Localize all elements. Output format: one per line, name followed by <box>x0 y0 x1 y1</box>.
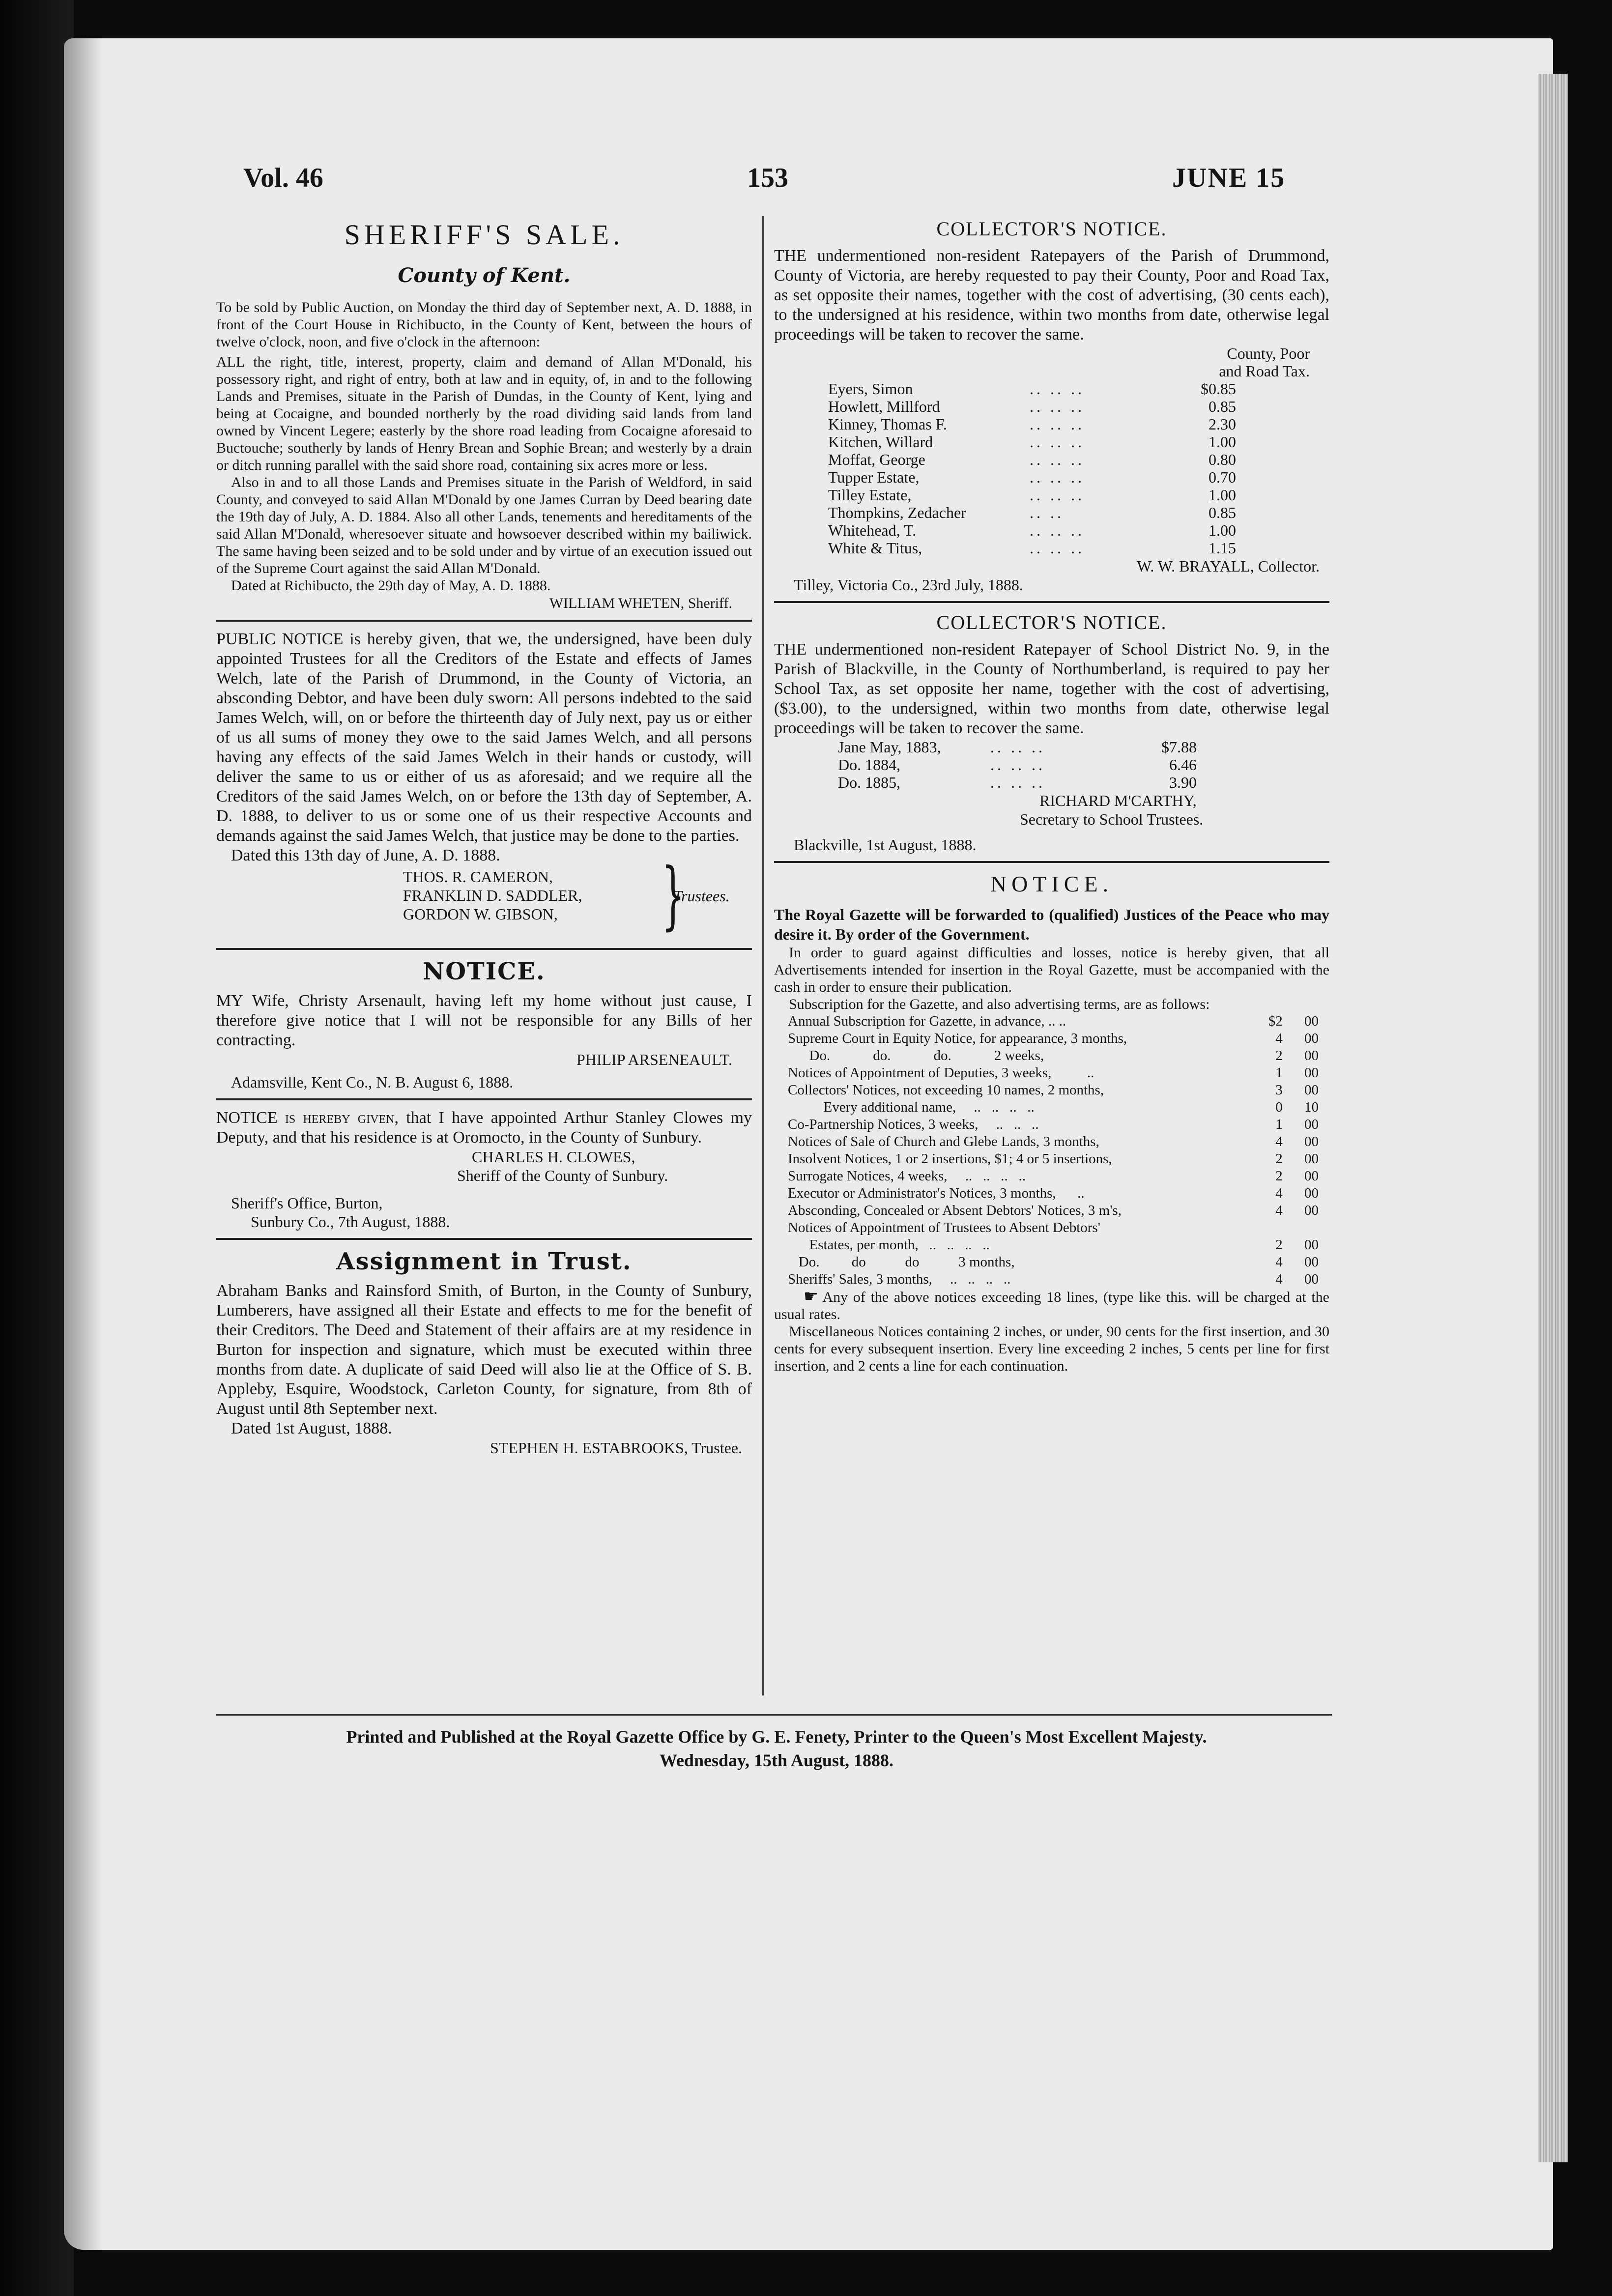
divider-rule <box>216 620 752 622</box>
divider-rule <box>774 861 1329 863</box>
table-row <box>788 1082 1319 1099</box>
table-row <box>828 415 1236 433</box>
gazette-terms-intro: Subscription for the Gazette, and also advertising terms, are as follows: <box>789 996 1210 1012</box>
table-row <box>828 398 1236 415</box>
wife-notice <box>216 958 752 1091</box>
ratepayer-name: Whitehead, T. <box>828 521 917 539</box>
page-number: 153 <box>747 163 788 193</box>
wife-notice-body: MY Wife, Christy Arsenault, having left my home without just cause, I therefore give notice that I will not be responsible for any Bills of her contracting. <box>216 992 752 1049</box>
rate-dollars: 3 <box>1275 1082 1283 1098</box>
trustee-names <box>403 867 582 923</box>
rate-cents: 00 <box>1304 1048 1319 1063</box>
table-row <box>788 1116 1319 1133</box>
table-row <box>788 1030 1319 1047</box>
rate-label: Sheriffs' Sales, 3 months, .. .. .. .. <box>788 1271 1011 1287</box>
rate-label: Every additional name, .. .. .. .. <box>788 1099 1035 1115</box>
sale-dated: Dated at Richibucto, the 29th day of May, A. D. 1888. <box>231 577 551 594</box>
collector-notice-title: COLLECTOR'S NOTICE. <box>936 218 1167 240</box>
table-row <box>838 756 1197 774</box>
rate-cents: 00 <box>1304 1237 1319 1253</box>
rate-label: Absconding, Concealed or Absent Debtors' Notices, 3 m's, <box>788 1203 1122 1218</box>
rate-dollars <box>1248 1219 1283 1236</box>
table-row <box>788 1047 1319 1064</box>
rate-label: Collectors' Notices, not exceeding 10 names, 2 months, <box>788 1082 1104 1098</box>
leader-dots: .. .. .. <box>1030 380 1085 398</box>
assignment-heading: Assignment in Trust. <box>336 1248 632 1275</box>
rate-dollars: 4 <box>1275 1271 1283 1287</box>
leader-dots: .. .. .. <box>990 774 1045 791</box>
gazette-justices-note: The Royal Gazette will be forwarded to (qualified) Justices of the Peace who may desire it. By order of the Government. <box>774 906 1329 943</box>
rate-dollars: 2 <box>1275 1048 1283 1063</box>
rate-dollars: 4 <box>1275 1134 1283 1149</box>
brayall-signature: W. W. BRAYALL, Collector. <box>1137 557 1320 575</box>
rate-dollars: 0 <box>1275 1099 1283 1115</box>
table-row <box>788 1133 1319 1150</box>
trustee-name: THOS. R. CAMERON, <box>403 868 553 886</box>
blackville-place: Blackville, 1st August, 1888. <box>794 836 977 854</box>
assignment-body: Abraham Banks and Rainsford Smith, of Burton, in the County of Sunbury, Lumberers, have assigned all their Estate and effects to me for the benefit of their Creditors. The Deed and Statement of their affairs are at my residence in Burton for inspection and signature, which must be executed within three months from date. A duplicate of said Deed will also lie at the Office of S. B. Appleby, Esquire, Woodstock, Carleton County, for signature, from 8th of August until 8th September next. <box>216 1282 752 1418</box>
divider-rule <box>216 1098 752 1100</box>
footer-rule <box>216 1714 1332 1716</box>
rate-cents: 00 <box>1304 1013 1319 1029</box>
leader-dots: .. .. .. <box>1030 415 1085 433</box>
rate-label: Notices of Appointment of Trustees to Absent Debtors' <box>788 1220 1100 1235</box>
rate-dollars: 1 <box>1275 1065 1283 1081</box>
tax-amount: 0.85 <box>1209 504 1236 521</box>
notice-lead: NOTICE <box>216 1109 278 1127</box>
volume-number: Vol. 46 <box>243 163 323 193</box>
tax-amount: 1.00 <box>1209 521 1236 539</box>
table-row <box>788 1236 1319 1254</box>
leader-dots: .. .. .. <box>1030 486 1085 504</box>
county-heading: County of Kent. <box>398 264 571 287</box>
leader-dots: .. .. <box>1030 504 1064 521</box>
table-row <box>828 539 1236 557</box>
arseneault-signature: PHILIP ARSENEAULT. <box>576 1051 732 1068</box>
gazette-cash-note: In order to guard against difficulties and losses, notice is hereby given, that all Advertisements intended for insertion in the Royal Gazette, must be accompanied with the cash in order to ensure their publication. <box>774 945 1329 995</box>
mccarthy-title: Secretary to School Trustees. <box>1020 810 1204 828</box>
assignment-dated: Dated 1st August, 1888. <box>231 1419 392 1437</box>
tax-amount: 0.80 <box>1209 451 1236 468</box>
ratepayer-name: Tilley Estate, <box>828 486 912 504</box>
table-row <box>788 1064 1319 1082</box>
rate-label: Do. do. do. 2 weeks, <box>788 1048 1044 1063</box>
pointing-hand-icon: ☛ <box>804 1288 819 1306</box>
deputy-notice-text: that I have appointed Arthur Stanley Clowes my Deputy, and that his residence is at Oromocto, in the County of Sunbury. <box>216 1109 752 1147</box>
rate-label: Notices of Appointment of Deputies, 3 weeks, .. <box>788 1065 1094 1081</box>
table-row <box>788 1013 1319 1030</box>
collector-notice-body: THE undermentioned non-resident Ratepayers of the Parish of Drummond, County of Victoria, are hereby requested to pay their County, Poor and Road Tax, as set opposite their names, together with the cost of advertising, (30 cents each), to the undersigned at his residence, within two months from date, otherwise legal proceedings will be taken to recover the same. <box>774 247 1329 344</box>
sheriff-sale-title: SHERIFF'S SALE. <box>344 219 624 251</box>
rate-dollars: $2 <box>1268 1013 1283 1029</box>
sale-paragraph-2: Also in and to all those Lands and Premises situate in the Parish of Weldford, in said County, and conveyed to said Allan M'Donald by one James Curran by Deed bearing date the 19th day of July, A. D. 1884. Also all other Lands, tenements and hereditaments of the said Allan M'Donald, wheresoever situate and howsoever described within my bailiwick. The same having been seized and to be sold under and by virtue of an execution issued out of the Supreme Court against the said Allan M'Donald. <box>216 474 752 576</box>
notice-heading: NOTICE. <box>990 871 1114 896</box>
table-row <box>788 1254 1319 1271</box>
public-notice-body: PUBLIC NOTICE is hereby given, that we, the undersigned, have been duly appointed Trustees for all the Creditors of the Estate and effects of James Welch, late of the Parish of Drummond, in the County of Victoria, an absconding Debtor, and have been duly sworn: All persons indebted to the said James Welch, will, on or before the thirteenth day of July next, pay us or either of us all sums of money they owe to the said James Welch, and all persons having any effects of the said James Welch in their hands or custody, will deliver the same to us or either of us as aforesaid; and we require all the Creditors of the said James Welch, on or before the 13th day of September, A. D. 1888, to deliver to us or some one of us their respective Accounts and demands against the said James Welch, that justice may be done to the parties. <box>216 630 752 845</box>
sheriff-office: Sheriff's Office, Burton, <box>231 1194 383 1212</box>
notice-lead-smallcaps: is hereby given, <box>285 1109 399 1127</box>
rate-dollars: 2 <box>1275 1151 1283 1167</box>
tax-year: Do. 1884, <box>838 756 901 774</box>
table-row <box>828 451 1236 468</box>
tax-amount: 6.46 <box>1169 756 1197 774</box>
school-tax-table <box>838 738 1197 791</box>
rate-cents: 00 <box>1304 1082 1319 1098</box>
assignment-notice <box>216 1248 752 1457</box>
hand-note <box>774 1288 1329 1323</box>
table-row <box>828 521 1236 539</box>
leader-dots: .. .. .. <box>1030 433 1085 451</box>
deputy-notice-body <box>216 1108 752 1148</box>
leader-dots: .. .. .. <box>1030 521 1085 539</box>
sheriff-signature: WILLIAM WHETEN, Sheriff. <box>549 595 732 611</box>
estabrooks-signature: STEPHEN H. ESTABROOKS, Trustee. <box>489 1439 742 1457</box>
left-column <box>216 216 752 1457</box>
rate-cents: 00 <box>1304 1185 1319 1201</box>
tax-amount: 2.30 <box>1209 415 1236 433</box>
tax-amount: $7.88 <box>1161 738 1197 756</box>
table-row <box>828 504 1236 521</box>
table-row <box>788 1099 1319 1116</box>
rate-label: Co-Partnership Notices, 3 weeks, .. .. .. <box>788 1117 1039 1132</box>
rate-label: Notices of Sale of Church and Glebe Lands, 3 months, <box>788 1134 1099 1149</box>
rate-dollars: 4 <box>1275 1254 1283 1270</box>
table-row <box>788 1271 1319 1288</box>
ratepayer-name: Moffat, George <box>828 451 925 468</box>
leader-dots: .. .. .. <box>1030 539 1085 557</box>
gazette-notice <box>774 871 1329 1375</box>
table-row <box>788 1150 1319 1168</box>
table-row <box>828 468 1236 486</box>
table-row <box>838 738 1197 756</box>
rate-dollars: 2 <box>1275 1237 1283 1253</box>
collector-notice-blackville <box>774 611 1329 854</box>
tax-amount: $0.85 <box>1201 380 1236 398</box>
leader-dots: .. .. .. <box>1030 398 1085 415</box>
rate-cents <box>1283 1219 1319 1236</box>
rate-cents: 00 <box>1304 1117 1319 1132</box>
rate-cents: 00 <box>1304 1203 1319 1218</box>
sale-intro: To be sold by Public Auction, on Monday the third day of September next, A. D. 1888, in front of the Court House in Richibucto, in the County of Kent, between the hours of twelve o'clock, noon, and five o'clock in the afternoon: <box>216 299 752 350</box>
hand-note-text: Any of the above notices exceeding 18 lines, (type like this. will be charged at the usual rates. <box>774 1289 1329 1322</box>
sheriff-office-date: Sunbury Co., 7th August, 1888. <box>251 1213 450 1231</box>
table-row <box>788 1168 1319 1185</box>
leader-dots: .. .. .. <box>990 756 1045 774</box>
tax-column-header: and Road Tax. <box>1219 362 1310 380</box>
ratepayer-name: Tupper Estate, <box>828 468 920 486</box>
rate-cents: 10 <box>1304 1099 1319 1115</box>
tax-amount: 3.90 <box>1169 774 1197 791</box>
tax-amount: 1.00 <box>1209 486 1236 504</box>
clowes-title: Sheriff of the County of Sunbury. <box>457 1167 668 1184</box>
scan-background-left <box>0 0 74 2296</box>
ratepayer-name: Kitchen, Willard <box>828 433 933 451</box>
misc-notices-terms: Miscellaneous Notices containing 2 inches, or under, 90 cents for the first insertion, and 30 cents for every subsequent insertion. Every line exceeding 2 inches, 5 cents per line for first insertion, and 2 cents a line for each continuation. <box>774 1323 1329 1374</box>
ratepayer-name: Thompkins, Zedacher <box>828 504 966 521</box>
imprint-line: Printed and Published at the Royal Gazette Office by G. E. Fenety, Printer to the Queen's Most Excellent Majesty. <box>346 1727 1207 1747</box>
sale-paragraph-1: ALL the right, title, interest, property, claim and demand of Allan M'Donald, his possessory right, and right of entry, both at law and in equity, of, in and to the following Lands and Premises, situate in the Parish of Dundas, in the County of Kent, lying and being at Cocaigne, and bounded northerly by the road dividing said lands from land owned by Vincent Legere; easterly by the shore road leading from Cocaigne aforesaid to Buctouche; southerly by lands of Henry Brean and Sophie Brean; and westerly by a drain or ditch running parallel with the said shore road, containing six acres more or less. <box>216 354 752 473</box>
rate-label: Executor or Administrator's Notices, 3 months, .. <box>788 1185 1085 1201</box>
public-notice <box>216 630 752 941</box>
rate-label: Annual Subscription for Gazette, in advance, .. .. <box>788 1013 1066 1029</box>
brace-glyph: } <box>661 853 685 938</box>
right-column <box>774 216 1329 1375</box>
leader-dots: .. .. .. <box>1030 468 1085 486</box>
rate-cents: 00 <box>1304 1271 1319 1287</box>
rate-dollars: 1 <box>1275 1117 1283 1132</box>
ratepayer-table <box>828 380 1236 557</box>
school-tax-body: THE undermentioned non-resident Ratepayer of School District No. 9, in the Parish of Blackville, in the County of Northumberland, is required to pay her School Tax, as set opposite her name, together with the cost of advertising, ($3.00), to the undersigned, within two months from date, otherwise legal proceedings will be taken to recover the same. <box>774 640 1329 737</box>
divider-rule <box>216 1238 752 1240</box>
rate-dollars: 4 <box>1275 1203 1283 1218</box>
rate-cents: 00 <box>1304 1031 1319 1046</box>
wife-notice-place: Adamsville, Kent Co., N. B. August 6, 1888. <box>231 1073 514 1091</box>
collector-notice-title: COLLECTOR'S NOTICE. <box>936 611 1167 633</box>
rate-label: Supreme Court in Equity Notice, for appearance, 3 months, <box>788 1031 1127 1046</box>
sheriff-sale-notice <box>216 218 752 613</box>
tax-amount: 0.85 <box>1209 398 1236 415</box>
rate-label: Do. do do 3 months, <box>788 1254 1015 1270</box>
deputy-notice <box>216 1108 752 1231</box>
table-row <box>828 380 1236 398</box>
notice-heading: NOTICE. <box>423 958 546 985</box>
page-binding-shadow <box>64 38 103 2250</box>
trustee-name: GORDON W. GIBSON, <box>403 905 558 923</box>
ratepayer-name: Kinney, Thomas F. <box>828 415 947 433</box>
rate-label: Surrogate Notices, 4 weeks, .. .. .. .. <box>788 1168 1026 1184</box>
page-edges <box>1538 74 1568 2162</box>
divider-rule <box>774 601 1329 603</box>
rate-cents: 00 <box>1304 1151 1319 1167</box>
table-row <box>828 433 1236 451</box>
rate-label: Estates, per month, .. .. .. .. <box>788 1237 990 1253</box>
ratepayer-name: Howlett, Millford <box>828 398 940 415</box>
rate-label: Insolvent Notices, 1 or 2 insertions, $1; 4 or 5 insertions, <box>788 1151 1112 1167</box>
tax-amount: 1.15 <box>1209 539 1236 557</box>
imprint <box>211 1725 1342 1772</box>
tax-year: Jane May, 1883, <box>838 738 941 756</box>
leader-dots: .. .. .. <box>990 738 1045 756</box>
trustees-label: Trustees. <box>673 887 730 905</box>
table-row <box>788 1219 1319 1236</box>
imprint-date: Wednesday, 15th August, 1888. <box>659 1751 894 1770</box>
rate-cents: 00 <box>1304 1254 1319 1270</box>
public-notice-dated: Dated this 13th day of June, A. D. 1888. <box>231 846 500 864</box>
mccarthy-name: RICHARD M'CARTHY, <box>1039 792 1197 809</box>
table-row <box>828 486 1236 504</box>
rate-dollars: 4 <box>1275 1031 1283 1046</box>
table-row <box>838 774 1197 791</box>
table-row <box>788 1202 1319 1219</box>
rate-cents: 00 <box>1304 1065 1319 1081</box>
collector-notice-drummond <box>774 217 1329 594</box>
tax-column-header: County, Poor <box>1227 344 1310 362</box>
rate-cents: 00 <box>1304 1134 1319 1149</box>
table-row <box>788 1185 1319 1202</box>
divider-rule <box>216 948 752 950</box>
tax-year: Do. 1885, <box>838 774 901 791</box>
trustee-name: FRANKLIN D. SADDLER, <box>403 887 582 904</box>
advertising-rates-table <box>788 1013 1319 1288</box>
ratepayer-name: White & Titus, <box>828 539 922 557</box>
rate-dollars: 2 <box>1275 1168 1283 1184</box>
clowes-name: CHARLES H. CLOWES, <box>472 1148 635 1166</box>
tax-amount: 1.00 <box>1209 433 1236 451</box>
leader-dots: .. .. .. <box>1030 451 1085 468</box>
collector-place: Tilley, Victoria Co., 23rd July, 1888. <box>794 576 1023 594</box>
column-divider <box>762 216 764 1695</box>
ratepayer-name: Eyers, Simon <box>828 380 913 398</box>
rate-dollars: 4 <box>1275 1185 1283 1201</box>
rate-cents: 00 <box>1304 1168 1319 1184</box>
tax-amount: 0.70 <box>1209 468 1236 486</box>
issue-date: JUNE 15 <box>1172 163 1286 193</box>
